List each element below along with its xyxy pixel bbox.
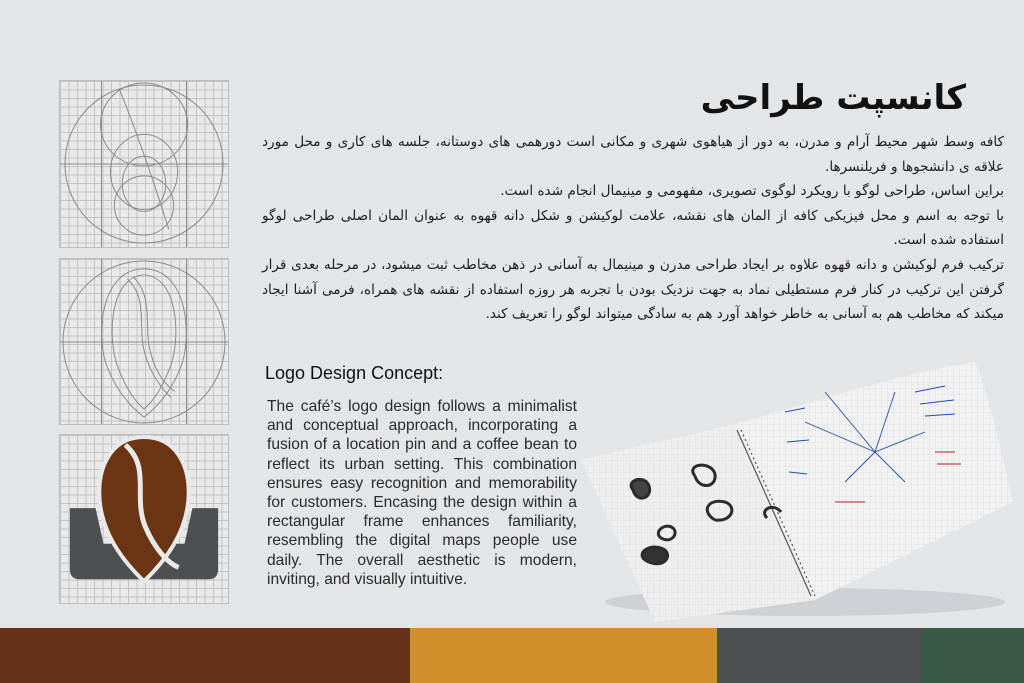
color-swatch	[922, 628, 1024, 683]
color-swatch	[0, 628, 410, 683]
logo-construction-grid-1	[59, 80, 229, 248]
color-palette	[0, 628, 1024, 683]
logo-construction-grid-2	[59, 258, 229, 425]
persian-paragraph: ترکیب فرم لوکیشن و دانه قهوه علاوه بر ایجاد طراحی مدرن و مینیمال به آسانی در ذهن مخاطب ثبت میشود، در مرحله بعدی قرار گرفتن این ترکیب در کنار فرم مستطیلی نماد به جهت نزدیک بودن با تجربه هر روزه استفاده از نقشه های همراه، فرمی آشنا ایجاد میکند که مخاطب هم به آسانی به خاطر خواهد آورد هم به سادگی میتواند لوگو را تعریف کند.	[262, 256, 1004, 323]
english-title: Logo Design Concept:	[265, 363, 444, 383]
persian-paragraph: کافه وسط شهر محیط آرام و مدرن، به دور از هیاهوی شهری و مکانی است دورهمی های دوستانه، جلسه های کاری و محل مورد علاقه ی دانشجوها و فریلنسرها.	[262, 134, 1004, 175]
color-swatch	[717, 628, 922, 683]
bean-outline-sketch-icon	[60, 259, 228, 424]
coffee-bean-location-pin-icon	[60, 435, 228, 603]
final-logo-panel	[59, 434, 229, 604]
persian-description	[262, 130, 1004, 327]
persian-title: کانسپت طراحی	[700, 78, 966, 118]
english-description: The café’s logo design follows a minimalist and conceptual approach, incorporating a fusion of a location pin and a coffee bean to reflect its urban setting. This combination ensures easy recognition and memorability for customers. Encasing the design within a rectangular frame enhances familiarity, resembling the digital maps people use daily. The overall aesthetic is modern, inviting, and visually intuitive.	[267, 398, 577, 588]
construction-circles-icon	[60, 81, 228, 247]
persian-paragraph: براین اساس، طراحی لوگو با رویکرد لوگوی تصویری، مفهومی و مینیمال انجام شده است.	[500, 183, 1004, 200]
persian-paragraph: با توجه به اسم و محل فیزیکی کافه از المان های نقشه، علامت لوکیشن و شکل دانه قهوه به عنوان المان اصلی طراحی لوگو استفاده شده است.	[262, 207, 1004, 249]
color-swatch	[410, 628, 717, 683]
sketchbook-photo-icon	[575, 352, 1015, 622]
